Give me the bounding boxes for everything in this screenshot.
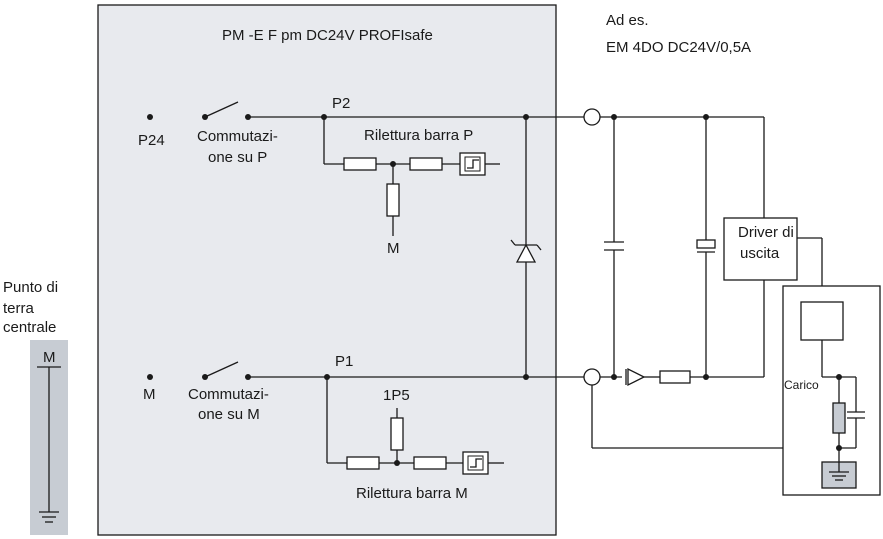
- resistor-m2: [414, 457, 446, 469]
- p1-label: P1: [335, 353, 354, 370]
- ground-label-line2: terra: [3, 300, 34, 317]
- driver-label-line2: uscita: [740, 245, 780, 262]
- ground-label-line3: centrale: [3, 319, 57, 336]
- load-resistor: [833, 403, 845, 433]
- resistor-external: [660, 371, 690, 383]
- terminal-p: [584, 109, 600, 125]
- driver-label-line1: Driver di: [738, 224, 794, 241]
- example-line2: EM 4DO DC24V/0,5A: [606, 39, 752, 56]
- switch-m-label-line1: Commutazi-: [188, 386, 269, 403]
- diode-external: [628, 369, 644, 385]
- resistor-m3: [391, 418, 403, 450]
- m-label: M: [143, 386, 156, 403]
- m-ref-label: M: [387, 240, 400, 257]
- switch-p-label-line1: Commutazi-: [197, 128, 278, 145]
- load-label: Carico: [784, 378, 819, 392]
- p24-label: P24: [138, 132, 165, 149]
- resistor-p3: [387, 184, 399, 216]
- readback-m-label: Rilettura barra M: [356, 485, 468, 502]
- readback-p-label: Rilettura barra P: [364, 127, 474, 144]
- resistor-p1: [344, 158, 376, 170]
- p5-label: 1P5: [383, 387, 410, 404]
- terminal-m: [584, 369, 600, 385]
- example-line1: Ad es.: [606, 12, 649, 29]
- ground-bar-label: M: [43, 349, 56, 366]
- resistor-p2: [410, 158, 442, 170]
- resistor-m1: [347, 457, 379, 469]
- ground-label-line1: Punto di: [3, 279, 59, 296]
- p2-label: P2: [332, 95, 351, 112]
- switch-p-label-line2: one su P: [208, 149, 268, 166]
- module-title: PM -E F pm DC24V PROFIsafe: [222, 27, 433, 44]
- switch-m-label-line2: one su M: [198, 406, 260, 423]
